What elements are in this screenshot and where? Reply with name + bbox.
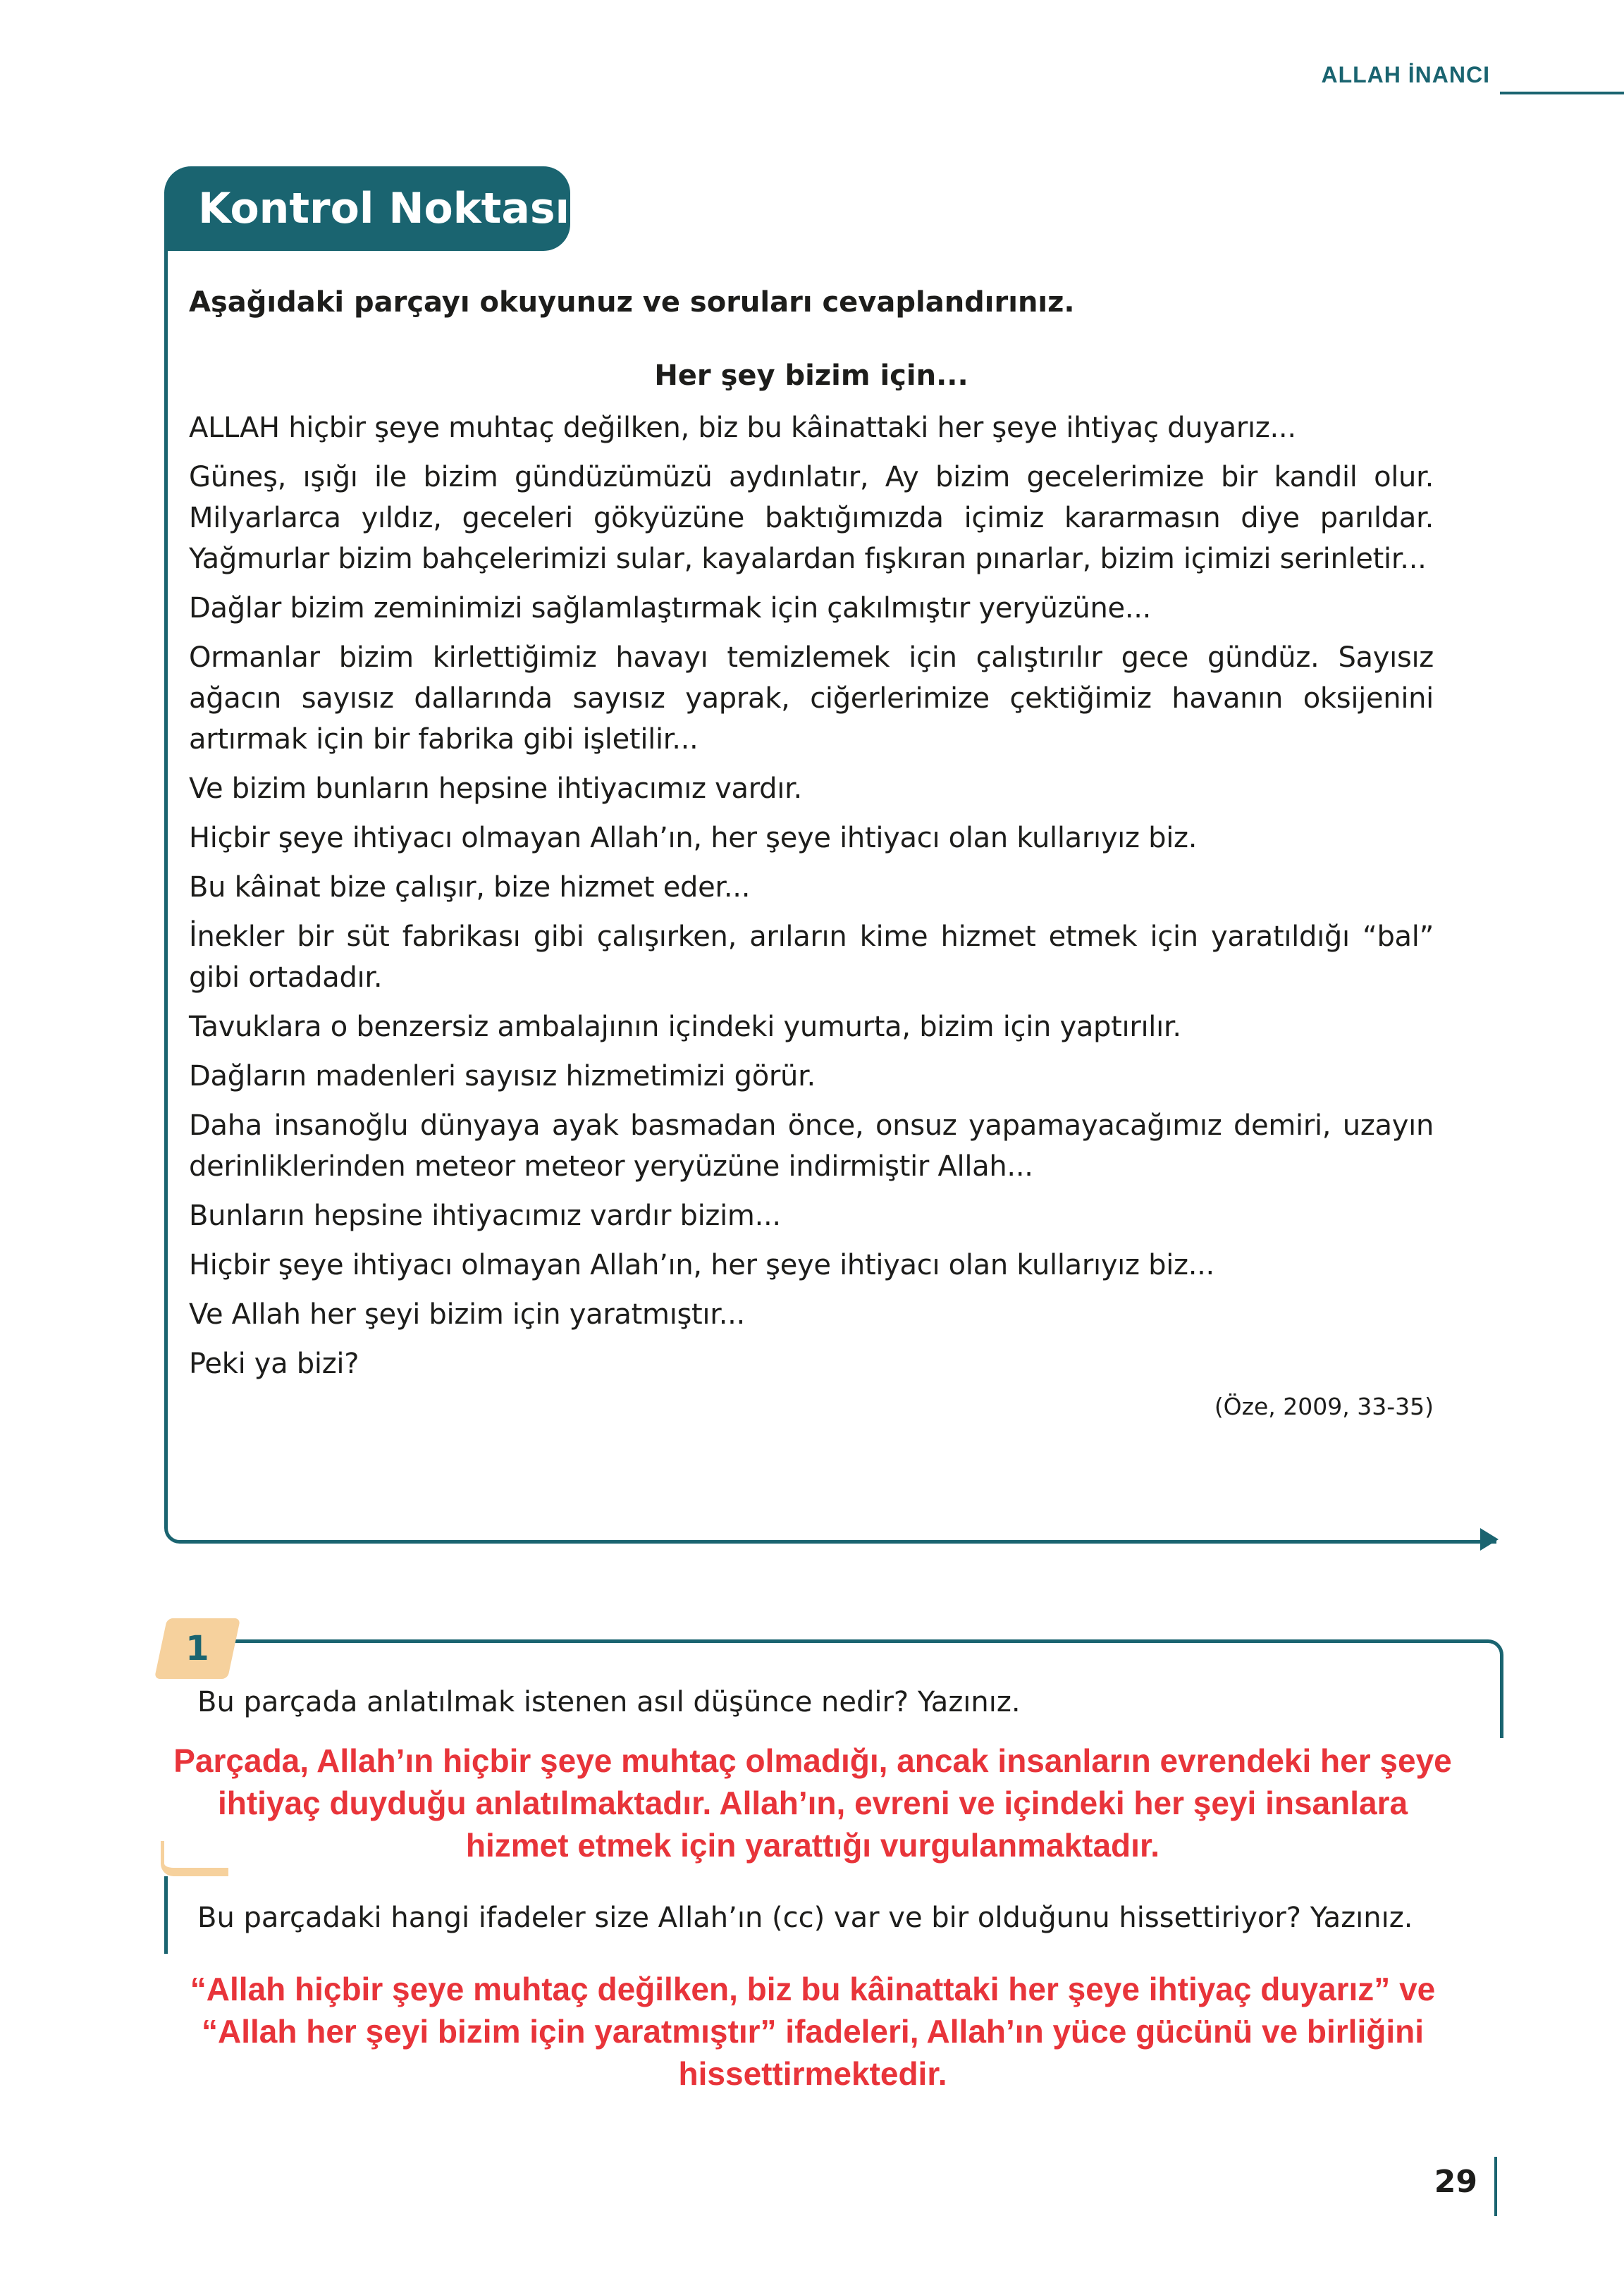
passage-paragraph: Ormanlar bizim kirlettiğimiz havayı temizlemek için çalıştırılır gece gündüz. Sayısız ağacın sayısız dallarında sayısız yaprak, ciğerlerimize çektiğimiz havanın oksijenini artırmak için bir fabrika gibi işletilir...	[189, 641, 1434, 756]
passage-paragraph: Dağlar bizim zeminimizi sağlamlaştırmak için çakılmıştır yeryüzüne...	[189, 592, 1152, 624]
passage-paragraph: Daha insanoğlu dünyaya ayak basmadan önce, onsuz yapamayacağımız demiri, uzayın derinliklerinden meteor meteor yeryüzüne indirmiştir Allah...	[189, 1109, 1434, 1183]
control-point-title: Kontrol Noktası	[198, 184, 570, 233]
passage-paragraph: Bunların hepsine ihtiyacımız vardır bizim...	[189, 1200, 781, 1232]
passage-paragraph: Ve Allah her şeyi bizim için yaratmıştır...	[189, 1298, 745, 1331]
passage-paragraph: Peki ya bizi?	[189, 1348, 359, 1380]
passage-paragraph: Hiçbir şeye ihtiyacı olmayan Allah’ın, her şeye ihtiyacı olan kullarıyız biz...	[189, 1249, 1214, 1281]
header-title: ALLAH İNANCI	[1321, 62, 1490, 87]
exercise-number: 1	[185, 1629, 209, 1668]
page-number: 29	[1434, 2164, 1477, 2200]
question-2: Bu parçadaki hangi ifadeler size Allah’ın (cc) var ve bir olduğunu hissettiriyor? Yazınız.	[197, 1902, 1413, 1934]
header-rule	[1500, 92, 1624, 94]
passage-paragraph: Bu kâinat bize çalışır, bize hizmet eder...	[189, 871, 751, 904]
passage	[189, 407, 1434, 1393]
citation: (Öze, 2009, 33-35)	[1214, 1393, 1434, 1420]
control-point-tab	[164, 166, 570, 251]
page-number-rule	[1494, 2157, 1497, 2216]
passage-paragraph: Tavuklara o benzersiz ambalajının içindeki yumurta, bizim için yaptırılır.	[189, 1011, 1181, 1043]
answer-1: Parçada, Allah’ın hiçbir şeye muhtaç olmadığı, ancak insanların evrendeki her şeye ihtiyaç duyduğu anlatılmaktadır. Allah’ın, evreni ve içindeki her şeyi insanlara hizmet etmek için yarattığı vurgulanmaktadır.	[173, 1742, 1452, 1864]
exercise-line	[164, 1876, 168, 1954]
arrow-right-icon	[1480, 1528, 1499, 1551]
passage-paragraph: Hiçbir şeye ihtiyacı olmayan Allah’ın, her şeye ihtiyacı olan kullarıyız biz.	[189, 822, 1198, 854]
passage-paragraph: İnekler bir süt fabrikası gibi çalışırken, arıların kime hizmet etmek için yaratıldığı “bal” gibi ortadadır.	[189, 921, 1434, 994]
passage-paragraph: Güneş, ışığı ile bizim gündüzümüzü aydınlatır, Ay bizim gecelerimize bir kandil olur. Milyarlarca yıldız, geceleri gökyüzüne baktığımızda içimiz kararmasın diye parıldar. Yağmurlar bizim bahçelerimizi sular, kayalardan fışkıran pınarlar, bizim içimizi serinletir...	[189, 461, 1434, 575]
answer-2: “Allah hiçbir şeye muhtaç değilken, biz bu kâinattaki her şeye ihtiyaç duyarız” ve “Allah her şeyi bizim için yaratmıştır” ifadeleri, Allah’ın yüce gücünü ve birliğini hissettirmektedir.	[190, 1971, 1436, 2092]
passage-paragraph: ALLAH hiçbir şeye muhtaç değilken, biz bu kâinattaki her şeye ihtiyaç duyarız...	[189, 412, 1296, 444]
passage-paragraph: Ve bizim bunların hepsine ihtiyacımız vardır.	[189, 772, 802, 805]
passage-title: Her şey bizim için...	[654, 359, 968, 392]
passage-paragraph: Dağların madenleri sayısız hizmetimizi görür.	[189, 1060, 816, 1092]
instruction-text: Aşağıdaki parçayı okuyunuz ve soruları cevaplandırınız.	[189, 286, 1075, 319]
question-1: Bu parçada anlatılmak istenen asıl düşünce nedir? Yazınız.	[197, 1686, 1021, 1718]
